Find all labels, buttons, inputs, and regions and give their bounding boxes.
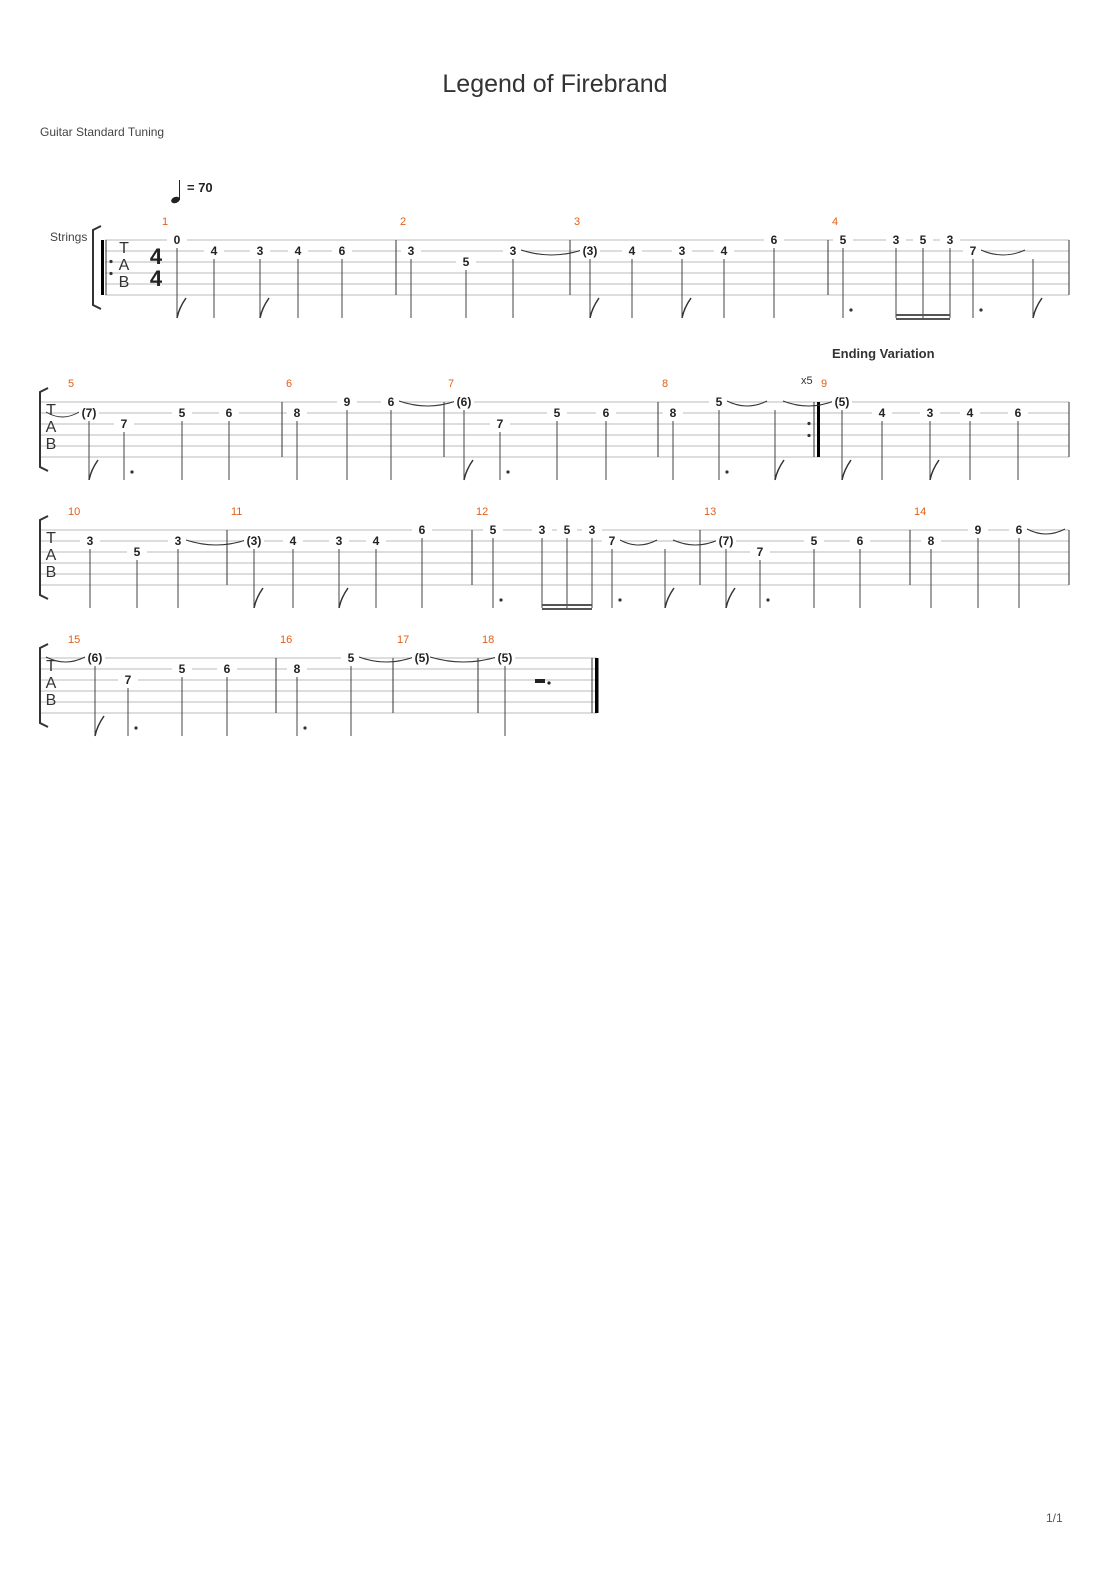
fret-number: 5 bbox=[347, 651, 355, 665]
system-bracket bbox=[93, 226, 101, 309]
system-4 bbox=[40, 634, 599, 736]
eighth-flag-icon bbox=[665, 588, 674, 608]
fret-number: 8 bbox=[669, 406, 677, 420]
fret-number: (5) bbox=[834, 395, 850, 409]
repeat-dot bbox=[109, 260, 112, 263]
repeat-dot bbox=[109, 272, 112, 275]
measure-number: 18 bbox=[482, 634, 495, 646]
fret-number: 8 bbox=[293, 406, 301, 420]
rhythm-dot bbox=[130, 470, 133, 473]
fret-number: 3 bbox=[86, 534, 94, 548]
fret-number: (3) bbox=[582, 244, 598, 258]
fret-number: 3 bbox=[256, 244, 264, 258]
measure-number: 15 bbox=[68, 634, 81, 646]
tuning-label: Guitar Standard Tuning bbox=[40, 125, 165, 139]
final-thick-bar bbox=[595, 658, 599, 713]
fret-number: 6 bbox=[602, 406, 610, 420]
fret-number: (7) bbox=[81, 406, 97, 420]
time-signature-numerator: 4 bbox=[149, 244, 163, 269]
fret-number: 3 bbox=[892, 233, 900, 247]
fret-number: (3) bbox=[246, 534, 262, 548]
measure-number: 11 bbox=[231, 506, 243, 518]
eighth-flag-icon bbox=[930, 460, 939, 480]
fret-number: 5 bbox=[553, 406, 561, 420]
fret-number: 5 bbox=[489, 523, 497, 537]
fret-number: 3 bbox=[588, 523, 596, 537]
fret-number: 3 bbox=[509, 244, 517, 258]
tab-clef-letter: T bbox=[119, 240, 129, 257]
eighth-flag-icon bbox=[1033, 298, 1042, 318]
fret-number: 6 bbox=[225, 406, 233, 420]
sixteenth-beam bbox=[542, 604, 592, 606]
fret-number: 6 bbox=[387, 395, 395, 409]
fret-number: 5 bbox=[178, 406, 186, 420]
tab-clef-letter: T bbox=[46, 530, 56, 547]
fret-number: 3 bbox=[538, 523, 546, 537]
measure-number: 10 bbox=[68, 506, 81, 518]
fret-number: (7) bbox=[718, 534, 734, 548]
measure-number: 13 bbox=[704, 506, 717, 518]
fret-number: 3 bbox=[946, 233, 954, 247]
eighth-flag-icon bbox=[260, 298, 269, 318]
rest-dot bbox=[547, 681, 550, 684]
fret-number: 5 bbox=[462, 255, 470, 269]
eighth-flag-icon bbox=[254, 588, 263, 608]
measure-number: 6 bbox=[286, 378, 293, 390]
fret-number: 5 bbox=[810, 534, 818, 548]
fret-number: 6 bbox=[223, 662, 231, 676]
fret-number: 8 bbox=[927, 534, 935, 548]
fret-number: 5 bbox=[178, 662, 186, 676]
fret-number: 0 bbox=[173, 233, 181, 247]
tab-clef-letter: T bbox=[46, 658, 56, 675]
sixteenth-beam bbox=[896, 318, 950, 320]
fret-number: (5) bbox=[497, 651, 513, 665]
fret-number: 4 bbox=[294, 244, 302, 258]
fret-number: 7 bbox=[120, 417, 128, 431]
tab-clef-letter: A bbox=[45, 547, 57, 564]
rhythm-dot bbox=[303, 726, 306, 729]
fret-number: 4 bbox=[372, 534, 380, 548]
measure-number: 1 bbox=[162, 216, 169, 228]
measure-number: 12 bbox=[476, 506, 489, 518]
tab-clef-letter: B bbox=[45, 564, 57, 581]
fret-number: 4 bbox=[966, 406, 974, 420]
fret-number: (6) bbox=[87, 651, 103, 665]
tempo-value: = 70 bbox=[187, 180, 213, 195]
fret-number: 5 bbox=[715, 395, 723, 409]
fret-number: 5 bbox=[919, 233, 927, 247]
fret-number: 6 bbox=[418, 523, 426, 537]
measure-number: 4 bbox=[832, 216, 839, 228]
sixteenth-beam bbox=[542, 608, 592, 610]
eighth-flag-icon bbox=[89, 460, 98, 480]
rhythm-dot bbox=[506, 470, 509, 473]
fret-number: 5 bbox=[133, 545, 141, 559]
tab-clef-letter: B bbox=[45, 436, 57, 453]
measure-number: 9 bbox=[821, 378, 828, 390]
rhythm-dot bbox=[725, 470, 728, 473]
repeat-dot bbox=[807, 422, 810, 425]
tab-clef-letter: A bbox=[45, 675, 57, 692]
fret-number: 3 bbox=[407, 244, 415, 258]
system-3 bbox=[40, 506, 1069, 610]
eighth-flag-icon bbox=[339, 588, 348, 608]
measure-number: 3 bbox=[574, 216, 581, 228]
fret-number: 6 bbox=[1014, 406, 1022, 420]
fret-number: 3 bbox=[335, 534, 343, 548]
half-rest-icon bbox=[535, 679, 545, 683]
rhythm-dot bbox=[134, 726, 137, 729]
eighth-flag-icon bbox=[464, 460, 473, 480]
fret-number: 6 bbox=[338, 244, 346, 258]
fret-number: 6 bbox=[770, 233, 778, 247]
fret-number: 3 bbox=[174, 534, 182, 548]
repeat-start-thick-bar bbox=[101, 240, 104, 295]
repeat-count: x5 bbox=[801, 375, 813, 387]
time-signature-denominator: 4 bbox=[149, 266, 163, 291]
measure-number: 7 bbox=[448, 378, 455, 390]
rhythm-dot bbox=[766, 598, 769, 601]
fret-number: 7 bbox=[608, 534, 616, 548]
tab-clef-letter: B bbox=[118, 274, 130, 291]
system-1 bbox=[93, 216, 1069, 320]
rhythm-dot bbox=[849, 308, 852, 311]
fret-number: 4 bbox=[289, 534, 297, 548]
fret-number: 4 bbox=[210, 244, 218, 258]
measure-number: 16 bbox=[280, 634, 293, 646]
fret-number: 6 bbox=[856, 534, 864, 548]
fret-number: 4 bbox=[628, 244, 636, 258]
fret-number: 7 bbox=[124, 673, 132, 687]
fret-number: 5 bbox=[839, 233, 847, 247]
repeat-end-thick-bar bbox=[817, 402, 820, 457]
measure-number: 14 bbox=[914, 506, 927, 518]
repeat-dot bbox=[807, 434, 810, 437]
page-title: Legend of Firebrand bbox=[442, 70, 668, 98]
fret-number: 4 bbox=[720, 244, 728, 258]
rhythm-dot bbox=[618, 598, 621, 601]
tab-clef-letter: T bbox=[46, 402, 56, 419]
measure-number: 17 bbox=[397, 634, 410, 646]
fret-number: (5) bbox=[414, 651, 430, 665]
fret-number: 9 bbox=[343, 395, 351, 409]
tab-clef-letter: A bbox=[45, 419, 57, 436]
rhythm-dot bbox=[979, 308, 982, 311]
fret-number: 4 bbox=[878, 406, 886, 420]
tab-clef-letter: A bbox=[118, 257, 130, 274]
rhythm-dot bbox=[499, 598, 502, 601]
sixteenth-beam bbox=[896, 314, 950, 316]
measure-number: 2 bbox=[400, 216, 407, 228]
fret-number: 7 bbox=[496, 417, 504, 431]
fret-number: 7 bbox=[756, 545, 764, 559]
section-label: Ending Variation bbox=[832, 346, 935, 361]
measure-number: 5 bbox=[68, 378, 75, 390]
eighth-flag-icon bbox=[177, 298, 186, 318]
eighth-flag-icon bbox=[726, 588, 735, 608]
eighth-flag-icon bbox=[682, 298, 691, 318]
eighth-flag-icon bbox=[775, 460, 784, 480]
page-number: 1/1 bbox=[1046, 1511, 1063, 1525]
system-2 bbox=[40, 346, 1069, 480]
fret-number: 6 bbox=[1015, 523, 1023, 537]
fret-number: 3 bbox=[926, 406, 934, 420]
eighth-flag-icon bbox=[95, 716, 104, 736]
fret-number: 5 bbox=[563, 523, 571, 537]
fret-number: 9 bbox=[974, 523, 982, 537]
fret-number: 7 bbox=[969, 244, 977, 258]
fret-number: 8 bbox=[293, 662, 301, 676]
fret-number: 3 bbox=[678, 244, 686, 258]
measure-number: 8 bbox=[662, 378, 669, 390]
fret-number: (6) bbox=[456, 395, 472, 409]
track-name: Strings bbox=[50, 230, 88, 244]
eighth-flag-icon bbox=[590, 298, 599, 318]
tab-clef-letter: B bbox=[45, 692, 57, 709]
eighth-flag-icon bbox=[842, 460, 851, 480]
